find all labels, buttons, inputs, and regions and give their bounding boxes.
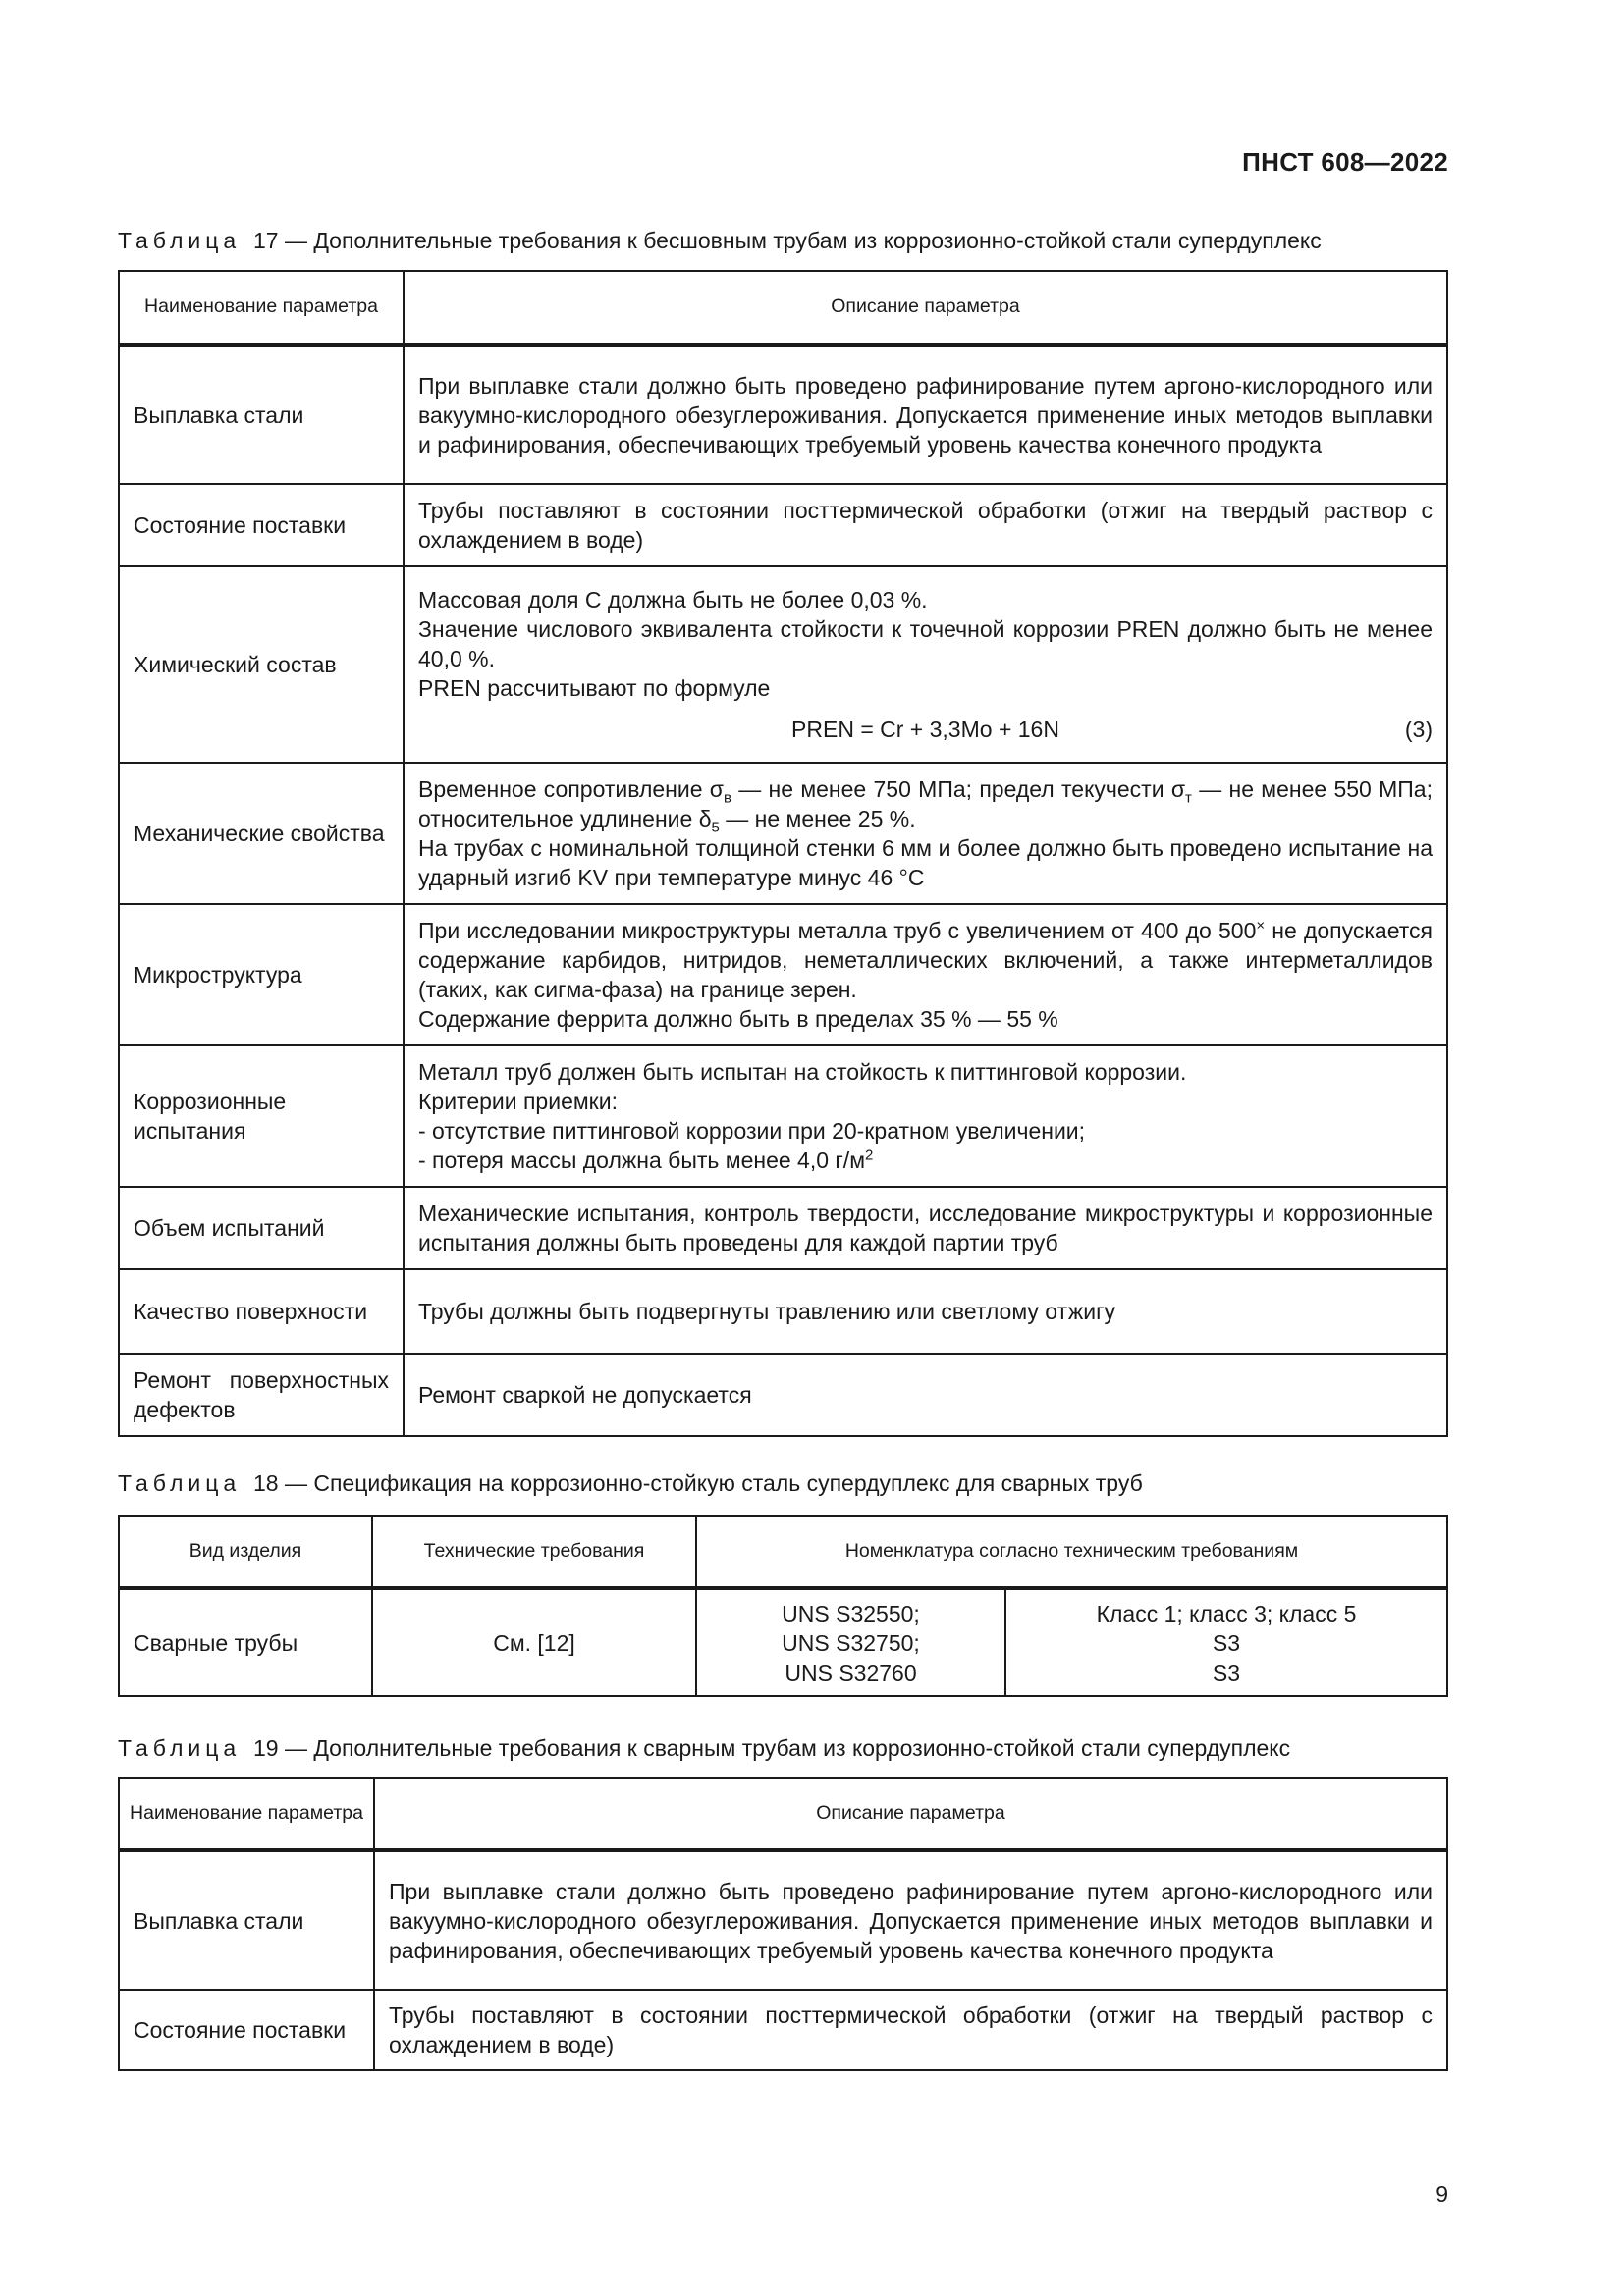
table-row <box>119 566 1447 763</box>
table-18-caption <box>118 1470 1143 1497</box>
uns-grade: UNS S32550; <box>782 1600 920 1627</box>
table-row <box>119 1354 1447 1436</box>
ferrite-text: Содержание феррита должно быть в пределах 35 % — 55 % <box>418 1006 1058 1032</box>
text-line: - отсутствие питтинговой коррозии при 20-кратном увеличении; <box>418 1118 1086 1144</box>
text-line: - потеря массы должна быть менее 4,0 $г/м^2$ <box>418 1147 874 1173</box>
table-17-label: Таблица <box>118 228 242 253</box>
param-name: Качество поверхности <box>119 1269 404 1354</box>
grade-class: S3 <box>1212 1629 1241 1656</box>
table-18-header-nomenclature: Номенклатура согласно техническим требованиям <box>696 1516 1447 1588</box>
table-18-title: 18 — Спецификация на коррозионно-стойкую сталь супердуплекс для сварных труб <box>252 1470 1143 1496</box>
param-description: Трубы должны быть подвергнуты травлению или светлому отжигу <box>404 1269 1447 1354</box>
text-line: Критерии приемки: <box>418 1089 618 1114</box>
text-line: Массовая доля C должна быть не более 0,03 %. <box>418 587 928 613</box>
formula-number: (3) <box>1404 717 1433 742</box>
table-row <box>119 1187 1447 1269</box>
table-17-title: 17 — Дополнительные требования к бесшовным трубам из коррозионно-стойкой стали супердуплекс <box>252 228 1322 253</box>
param-description <box>404 904 1447 1045</box>
table-row <box>119 763 1447 904</box>
table-row <box>119 1588 1447 1696</box>
param-description: Механические испытания, контроль твердости, исследование микроструктуры и коррозионные испытания должны быть проведены для каждой партии труб <box>404 1187 1447 1269</box>
document-code: ПНСТ 608—2022 <box>1242 147 1448 177</box>
param-description: Трубы поставляют в состоянии посттермической обработки (отжиг на твердый раствор с охлаждением в воде) <box>374 1990 1447 2070</box>
param-description: При выплавке стали должно быть проведено рафинирование путем аргоно-кислородного или вакуумно-кислородного обезуглероживания. Допускается применение иных методов выплавки и рафинирования, обеспечивающих требуемый уровень качества конечного продукта <box>374 1850 1447 1990</box>
grade-classes <box>1005 1588 1447 1696</box>
table-18-header-tech: Технические требования <box>372 1516 696 1588</box>
table-19 <box>118 1777 1448 2071</box>
param-name: Химический состав <box>119 566 404 763</box>
table-row <box>119 1850 1447 1990</box>
table-18 <box>118 1515 1448 1697</box>
grade-class: Класс 1; класс 3; класс 5 <box>1096 1600 1357 1627</box>
tensile-text: Временное сопротивление $\sigma_в$ — не менее 750 МПа; предел текучести $\sigma_т$ — не менее 550 МПа; относительное удлинение $\delta_5$ — не менее 25 %. <box>418 776 1433 836</box>
param-description: Ремонт сваркой не допускается <box>404 1354 1447 1436</box>
param-name: Ремонт поверхностных дефектов <box>119 1354 404 1436</box>
param-description <box>404 1045 1447 1187</box>
table-18-label: Таблица <box>118 1470 242 1496</box>
microstructure-text: При исследовании микроструктуры металла труб с увеличением от 400 до 500× не допускается содержание карбидов, нитридов, неметаллических включений, а также интерметаллидов (таких, как сигма-фаза) на границе зерен. <box>418 917 1433 1002</box>
table-18-header-product: Вид изделия <box>119 1516 372 1588</box>
param-description <box>404 566 1447 763</box>
table-19-header-desc: Описание параметра <box>374 1778 1447 1850</box>
uns-grade: UNS S32750; <box>782 1629 920 1656</box>
param-name: Микроструктура <box>119 904 404 1045</box>
impact-text: На трубах с номинальной толщиной стенки 6 мм и более должно быть проведено испытание на ударный изгиб KV при температуре минус 46 °С <box>418 835 1433 890</box>
formula-text: PREN = Cr + 3,3Mo + 16N <box>791 717 1059 742</box>
text-line: PREN рассчитывают по формуле <box>418 675 771 701</box>
param-name: Объем испытаний <box>119 1187 404 1269</box>
param-name: Механические свойства <box>119 763 404 904</box>
text-line: Металл труб должен быть испытан на стойкость к питтинговой коррозии. <box>418 1059 1187 1085</box>
table-row <box>119 1990 1447 2070</box>
table-row <box>119 345 1447 484</box>
table-row <box>119 1045 1447 1187</box>
text-line: Значение числового эквивалента стойкости к точечной коррозии PREN должно быть не менее 40,0 %. <box>418 616 1433 671</box>
uns-grade: UNS S32760 <box>785 1659 917 1685</box>
pren-formula <box>418 715 1433 744</box>
table-17 <box>118 270 1448 1437</box>
param-name: Состояние поставки <box>119 1990 374 2070</box>
product-type: Сварные трубы <box>119 1588 372 1696</box>
table-19-label: Таблица <box>118 1735 242 1761</box>
table-row <box>119 904 1447 1045</box>
table-19-header-param: Наименование параметра <box>119 1778 374 1850</box>
table-17-header-param: Наименование параметра <box>119 271 404 345</box>
param-name: Коррозионные испытания <box>119 1045 404 1187</box>
grade-class: S3 <box>1212 1659 1241 1685</box>
tech-requirements: См. [12] <box>372 1588 696 1696</box>
page-number: 9 <box>1435 2181 1448 2207</box>
table-row <box>119 484 1447 566</box>
param-name: Состояние поставки <box>119 484 404 566</box>
param-description: Трубы поставляют в состоянии посттермической обработки (отжиг на твердый раствор с охлаждением в воде) <box>404 484 1447 566</box>
table-17-header-desc: Описание параметра <box>404 271 1447 345</box>
param-name: Выплавка стали <box>119 345 404 484</box>
table-row <box>119 1269 1447 1354</box>
param-description: При выплавке стали должно быть проведено рафинирование путем аргоно-кислородного или вакуумно-кислородного обезуглероживания. Допускается применение иных методов выплавки и рафинирования, обеспечивающих требуемый уровень качества конечного продукта <box>404 345 1447 484</box>
table-17-caption <box>118 228 1322 254</box>
uns-grades <box>696 1588 1005 1696</box>
param-description <box>404 763 1447 904</box>
table-19-caption <box>118 1735 1290 1762</box>
table-19-title: 19 — Дополнительные требования к сварным трубам из коррозионно-стойкой стали супердуплекс <box>252 1735 1291 1761</box>
param-name: Выплавка стали <box>119 1850 374 1990</box>
